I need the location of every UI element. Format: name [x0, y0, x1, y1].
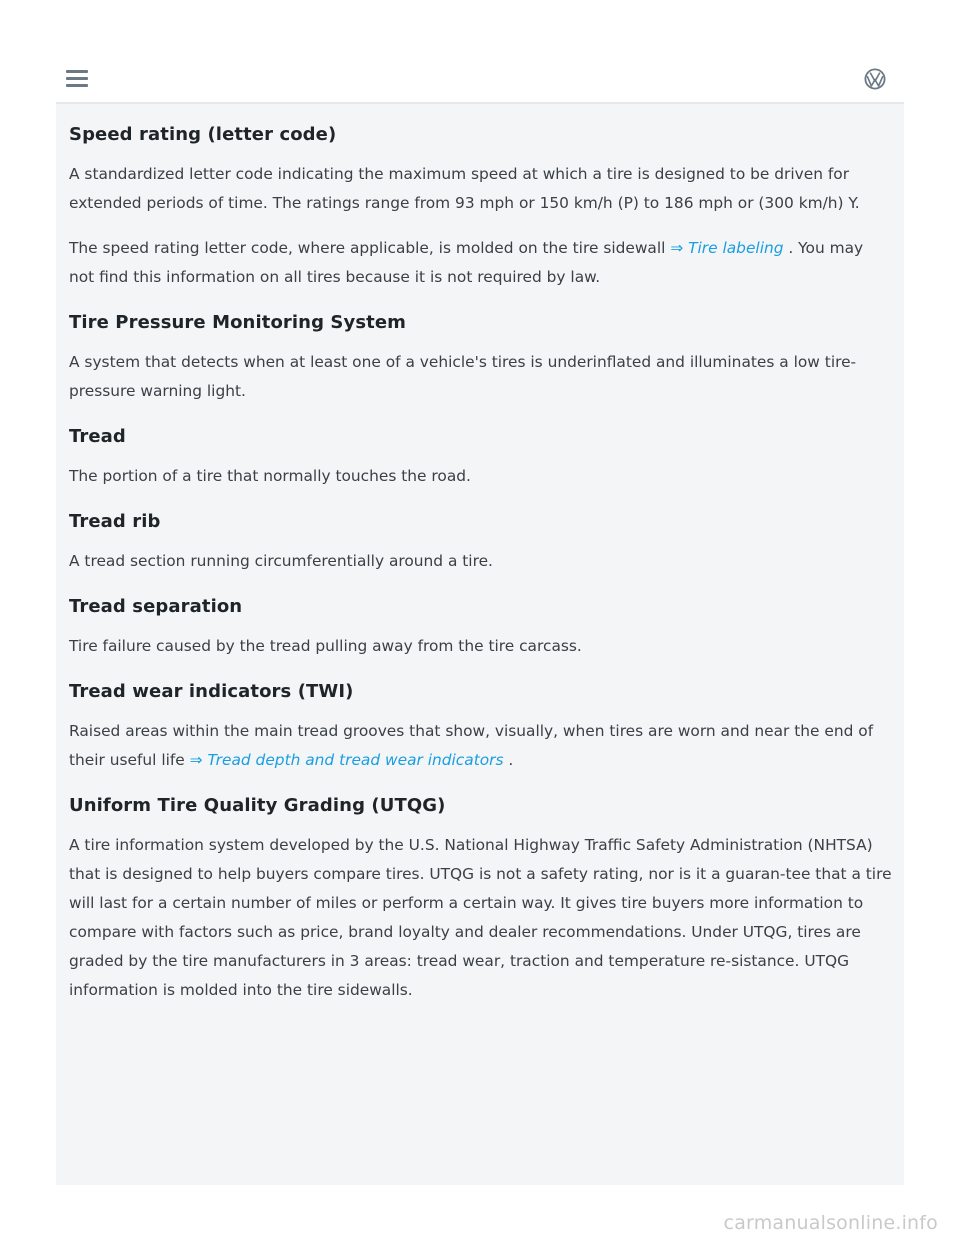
utqg-heading: Uniform Tire Quality Grading (UTQG) [69, 795, 446, 816]
hamburger-menu-icon[interactable] [66, 70, 88, 88]
twi-definition-text: Raised areas within the main tread grooves that show, visually, when tires are worn and near the end of their useful life [69, 722, 874, 769]
tread-definition: The portion of a tire that normally touches the road. [69, 467, 471, 485]
twi-definition [69, 717, 892, 775]
twi-definition-text-end: . [503, 751, 514, 769]
tread-depth-link[interactable]: ⇒ Tread depth and tread wear indicators [189, 751, 504, 769]
tread-rib-definition: A tread section running circumferentially around a tire. [69, 552, 493, 570]
speed-rating-note [69, 234, 892, 292]
speed-rating-definition: A standardized letter code indicating the maximum speed at which a tire is designed to be driven for extended periods of time. The ratings range from 93 mph or 150 km/h (P) to 186 mph or (300 km/h) Y. [69, 165, 860, 212]
tpms-heading: Tire Pressure Monitoring System [69, 312, 406, 333]
tpms-definition: A system that detects when at least one of a vehicle's tires is underinflated and illuminates a low tire-pressure warning light. [69, 353, 857, 400]
watermark: carmanualsonline.info [723, 1212, 938, 1234]
content-panel [56, 104, 904, 1185]
speed-rating-note-text-end: . You may not find this information on all tires because it is not required by law. [69, 239, 864, 286]
tread-separation-heading: Tread separation [69, 596, 243, 617]
tread-rib-heading: Tread rib [69, 511, 161, 532]
tire-labeling-link[interactable]: ⇒ Tire labeling [670, 239, 784, 257]
utqg-definition: A tire information system developed by the U.S. National Highway Traffic Safety Administration (NHTSA) that is designed to help buyers compare tires. UTQG is not a safety rating, nor is it a guaran-tee that a tire will last for a certain number of miles or perform a certain way. It gives tire buyers more information to compare with factors such as price, brand loyalty and dealer recommendations. Under UTQG, tires are graded by the tire manufacturers in 3 areas: tread wear, traction and temperature re-sistance. UTQG information is molded into the tire sidewalls. [69, 836, 892, 999]
tread-heading: Tread [69, 426, 126, 447]
vw-logo-icon[interactable] [864, 68, 886, 90]
top-bar [56, 56, 904, 104]
tread-separation-definition: Tire failure caused by the tread pulling away from the tire carcass. [69, 637, 582, 655]
twi-heading: Tread wear indicators (TWI) [69, 681, 354, 702]
speed-rating-heading: Speed rating (letter code) [69, 124, 337, 145]
speed-rating-note-text: The speed rating letter code, where applicable, is molded on the tire sidewall [69, 239, 671, 257]
